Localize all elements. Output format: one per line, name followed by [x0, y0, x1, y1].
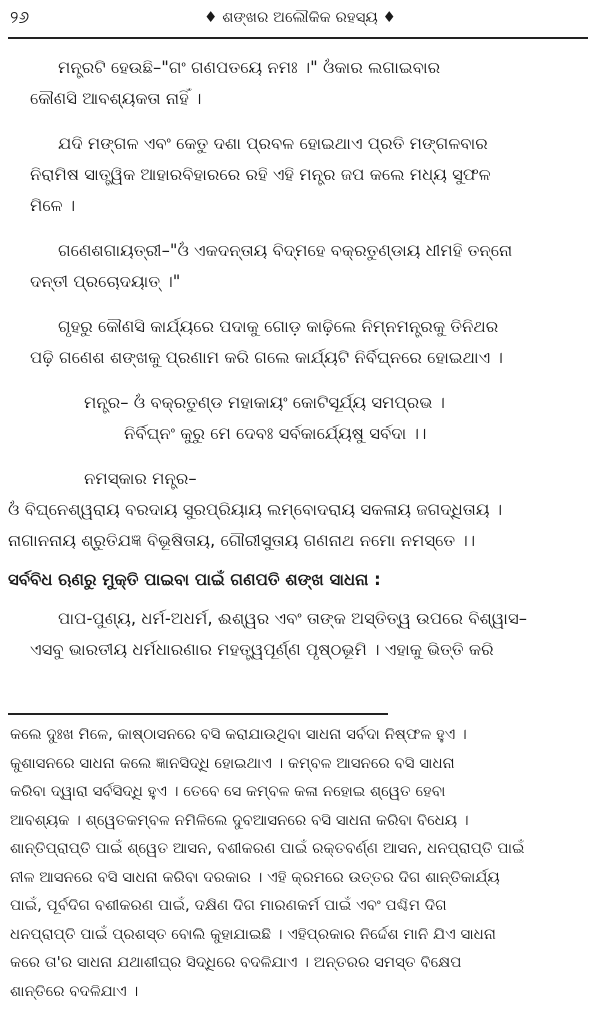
namaskar-label: ନମସ୍କାର ମନ୍ତ୍ର–: [84, 469, 197, 488]
running-title: ♦ ଶଙ୍ଖର ଅଲୌକିକ ରହସ୍ୟ ♦: [204, 8, 396, 26]
paragraph-travel: ଗୃହରୁ କୌଣସି କାର୍ଯ୍ୟରେ ପଦାକୁ ଗୋଡ଼ କାଢ଼ିଲେ ନିମ୍ନମନ୍ତ୍ରକୁ ତିନିଥର ପଢ଼ି ଗଣେଶ ଶଙ୍ଖକୁ ପ୍ରଣାମ କରି ଗଲେ କାର୍ଯ୍ୟଟି ନିର୍ବିଘ୍ନରେ ହୋଇଥାଏ ।: [30, 317, 503, 367]
footnote-rule: [8, 713, 388, 715]
mantra-line-2: ନିର୍ବିଘ୍ନଂ କୁରୁ ମେ ଦେବଃ ସର୍ବକାର୍ଯ୍ୟେଷୁ ସର୍ବଦା ।।: [124, 424, 427, 443]
paragraph-ganesh-gayatri: ଗଣେଶଗାୟତ୍ରୀ–"ଓଁ ଏକଦନ୍ତାୟ ବିଦ୍ମହେ ବକ୍ରତୁଣ୍ଡାୟ ଧୀମହି ତନ୍ନୋ ଦନ୍ତୀ ପ୍ରଚୋଦୟାତ୍ ।": [30, 241, 513, 291]
paragraph-faith: ପାପ-ପୁଣ୍ୟ, ଧର୍ମ-ଅଧର୍ମ, ଈଶ୍ୱର ଏବଂ ତାଙ୍କ ଅସ୍ତିତ୍ୱ ଉପରେ ବିଶ୍ୱାସ– ଏସବୁ ଭାରତୀୟ ଧର୍ମଧାରଣାର ମହତ୍ତ୍ୱପୂର୍ଣ୍ଣ ପୃଷ୍ଠଭୂମି । ଏହାକୁ ଭିତ୍ତି କରି: [30, 609, 527, 659]
mantra-line-1: ମନ୍ତ୍ର– ଓଁ ବକ୍ରତୁଣ୍ଡ ମହାକାୟଂ କୋଟିସୂର୍ଯ୍ୟ ସମପ୍ରଭ ।: [84, 393, 445, 412]
namaskar-mantra: ଓଁ ବିଘ୍ନେଶ୍ୱରାୟ ବରଦାୟ ସୁରପ୍ରିୟାୟ ଲମ୍ବୋଦରାୟ ସକଳାୟ ଜଗଦ୍ଧିତାୟ । ନାଗାନନାୟ ଶ୍ରୁତିଯଜ୍ଞ ବିଭୂଷିତାୟ, ଗୌରୀସୁତାୟ ଗଣନାଥ ନମୋ ନମସ୍ତେ ।।: [8, 500, 503, 550]
section-subheading: ସର୍ବବିଧ ଋଣରୁ ମୁକ୍ତି ପାଇବା ପାଇଁ ଗଣପତି ଶଙ୍ଖ ସାଧନା :: [8, 570, 381, 589]
footnote-text: କଲେ ଦୁଃଖ ମିଳେ, କାଷ୍ଠାସନରେ ବସି କରାଯାଉଥିବା ସାଧନା ସର୍ବଦା ନିଷ୍ଫଳ ହୁଏ । କୁଶାସନରେ ସାଧନା କଲେ ଜ୍ଞାନସିଦ୍ଧି ହୋଇଥାଏ । କମ୍ବଳ ଆସନରେ ବସି ସାଧନା କରିବା ଦ୍ୱାରା ସର୍ବସିଦ୍ଧି ହୁଏ । ତେବେ ସେ କମ୍ବଳ କଳା ନହୋଇ ଶ୍ୱେତ ହେବା ଆବଶ୍ୟକ । ଶ୍ୱେତକମ୍ବଳ ନମିଳିଲେ ଦୁବଆସନରେ ବସି ସାଧନା କରିବା ବିଧେୟ । ଶାନ୍ତିପ୍ରାପ୍ତି ପାଇଁ ଶ୍ୱେତ ଆସନ, ବଶୀକରଣ ପାଇଁ ରକ୍ତବର୍ଣ୍ଣ ଆସନ, ଧନପ୍ରାପ୍ତି ପାଇଁ ନୀଳ ଆସନରେ ବସି ସାଧନା କରିବା ଦରକାର । ଏହି କ୍ରମରେ ଉତ୍ତର ଦିଗ ଶାନ୍ତିକାର୍ଯ୍ୟ ପାଇଁ, ପୂର୍ବଦିଗ ବଶୀକରଣ ପାଇଁ, ଦକ୍ଷିଣ ଦିଗ ମାରଣକର୍ମ ପାଇଁ ଏବଂ ପଶ୍ଚିମ ଦିଗ ଧନପ୍ରାପ୍ତି ପାଇଁ ପ୍ରଶସ୍ତ ବୋଲି କୁହାଯାଇଛି । ଏହିପ୍ରକାର ନିର୍ଦ୍ଦେଶ ମାନି ଯିଏ ସାଧନା କରେ ତା'ର ସାଧନା ଯଥାଶୀଘ୍ର ସିଦ୍ଧିରେ ବଦଳିଯାଏ । ଅନ୍ତରର ସମସ୍ତ ବିକ୍ଷେପ ଶାନ୍ତିରେ ବଦଳିଯାଏ ।: [10, 725, 525, 1000]
running-header: [8, 6, 592, 34]
main-text: [8, 52, 578, 665]
footnote: [10, 720, 588, 1005]
paragraph-mangala-ketu: ଯଦି ମଙ୍ଗଳ ଏବଂ କେତୁ ଦଶା ପ୍ରବଳ ହୋଇଥାଏ ପ୍ରତି ମଙ୍ଗଳବାର ନିରାମିଷ ସାତ୍ତ୍ୱିକ ଆହାରବିହାରରେ ରହି ଏହି ମନ୍ତ୍ର ଜପ କଲେ ମଧ୍ୟ ସୁଫଳ ମିଳେ ।: [30, 134, 491, 215]
paragraph-mantra-intro: ମନ୍ତ୍ରଟି ହେଉଛି–"ଗଂ ଗଣପତୟେ ନମଃ ।" ଓଁକାର ଲଗାଇବାର କୌଣସି ଆବଶ୍ୟକତା ନାହିଁ ।: [30, 58, 441, 108]
header-rule: [8, 37, 588, 39]
page-number: ୨୬: [10, 8, 30, 28]
